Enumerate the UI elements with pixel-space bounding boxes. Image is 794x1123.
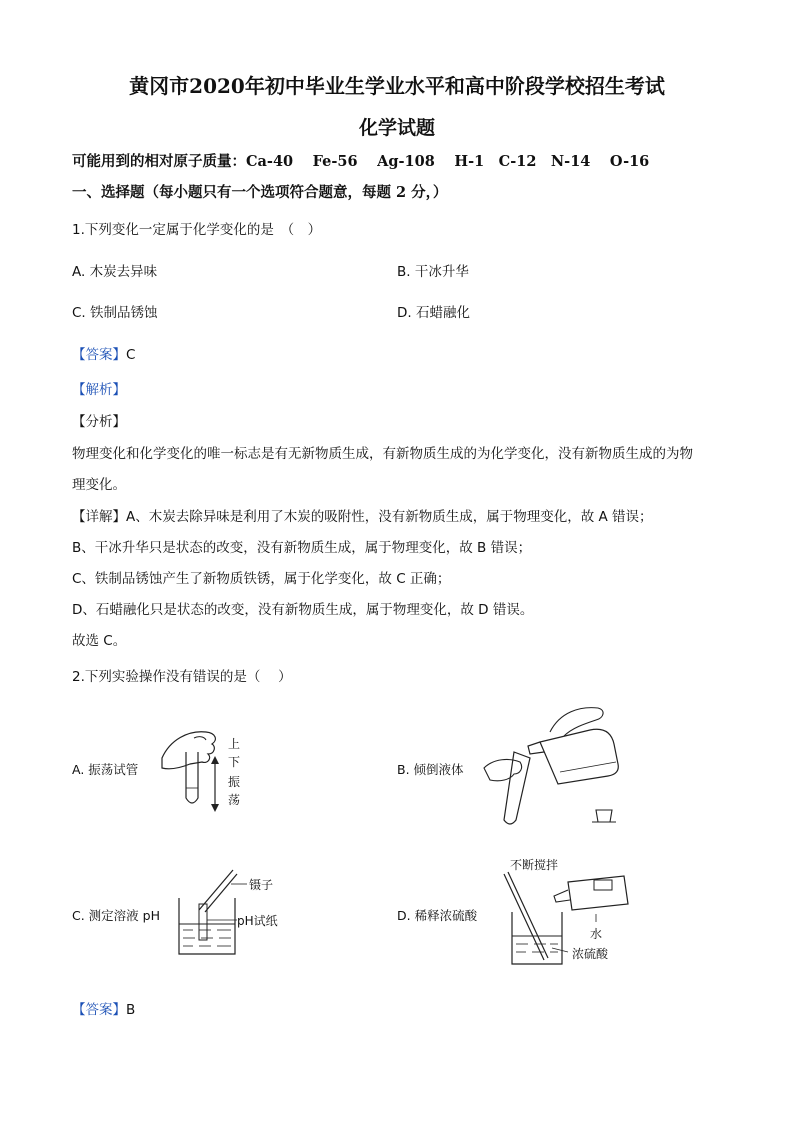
fig-a-label-2: 下 [228,755,241,769]
fenxi-line-1: 物理变化和化学变化的唯一标志是有无新物质生成，有新物质生成的为化学变化，没有新物质生成的为物 [72,446,693,462]
fig-d-water-label: 水 [590,927,603,941]
answer-value: C [126,347,136,363]
q1-option-c: C. 铁制品锈蚀 [72,305,158,321]
exam-title: 黄冈市2020年初中毕业生学业水平和高中阶段学校招生考试 [129,74,665,98]
q2-option-c: C. 测定溶液 pH [72,908,160,923]
fig-d-stir-label: 不断搅拌 [510,858,559,872]
atomic-mass-line: 可能用到的相对原子质量：Ca-40 Fe-56 Ag-108 H-1 C-12 N-14 O-16 [72,153,650,170]
figure-a-shaking [160,718,250,818]
detail-a: 【详解】A、木炭去除异味是利用了木炭的吸附性，没有新物质生成，属于物理变化，故 A 错误； [72,509,653,525]
q2-stem: 2.下列实验操作没有错误的是（ ） [72,669,292,685]
q1-stem: 1.下列变化一定属于化学变化的是 （ ） [72,222,322,238]
fig-d-acid-label: 浓硫酸 [572,947,609,961]
detail-b: B、干冰升华只是状态的改变，没有新物质生成，属于物理变化，故 B 错误； [72,540,532,556]
exam-subtitle: 化学试题 [358,117,435,139]
q2-option-b: B. 倾倒液体 [397,762,464,777]
q2-answer-value: B [126,1002,136,1018]
q2-option-a: A. 振荡试管 [72,762,139,777]
q2-answer-tag: 【答案】 [72,1002,126,1018]
answer-tag: 【答案】 [72,347,126,363]
detail-c: C、铁制品锈蚀产生了新物质铁锈，属于化学变化，故 C 正确； [72,571,451,587]
fig-a-label-3: 振 [228,775,241,789]
section-heading: 一、选择题（每小题只有一个选项符合题意，每题 2 分，） [72,184,448,201]
figure-c-ph [175,862,295,962]
q1-answer [72,343,135,363]
analysis-tag: 【解析】 [72,382,126,398]
fig-c-tweezers-label: 镊子 [249,878,274,892]
fig-c-paper-label: pH试纸 [237,914,278,928]
fig-a-label-1: 上 [228,737,241,751]
fenxi-line-2: 理变化。 [72,477,126,493]
q1-option-d: D. 石蜡融化 [397,305,470,321]
q2-answer [72,998,135,1018]
figure-b-pouring [480,702,630,832]
conclusion: 故选 C。 [72,633,127,649]
q1-option-b: B. 干冰升华 [397,264,469,280]
q2-option-d: D. 稀释浓硫酸 [397,908,478,923]
figure-d-dilute [500,856,640,971]
detail-tag: 【详解】 [72,509,126,525]
q1-option-a: A. 木炭去异味 [72,264,158,280]
fenxi-tag: 【分析】 [72,414,126,430]
detail-d: D、石蜡融化只是状态的改变，没有新物质生成，属于物理变化，故 D 错误。 [72,602,534,618]
fig-a-label-4: 荡 [228,793,241,807]
